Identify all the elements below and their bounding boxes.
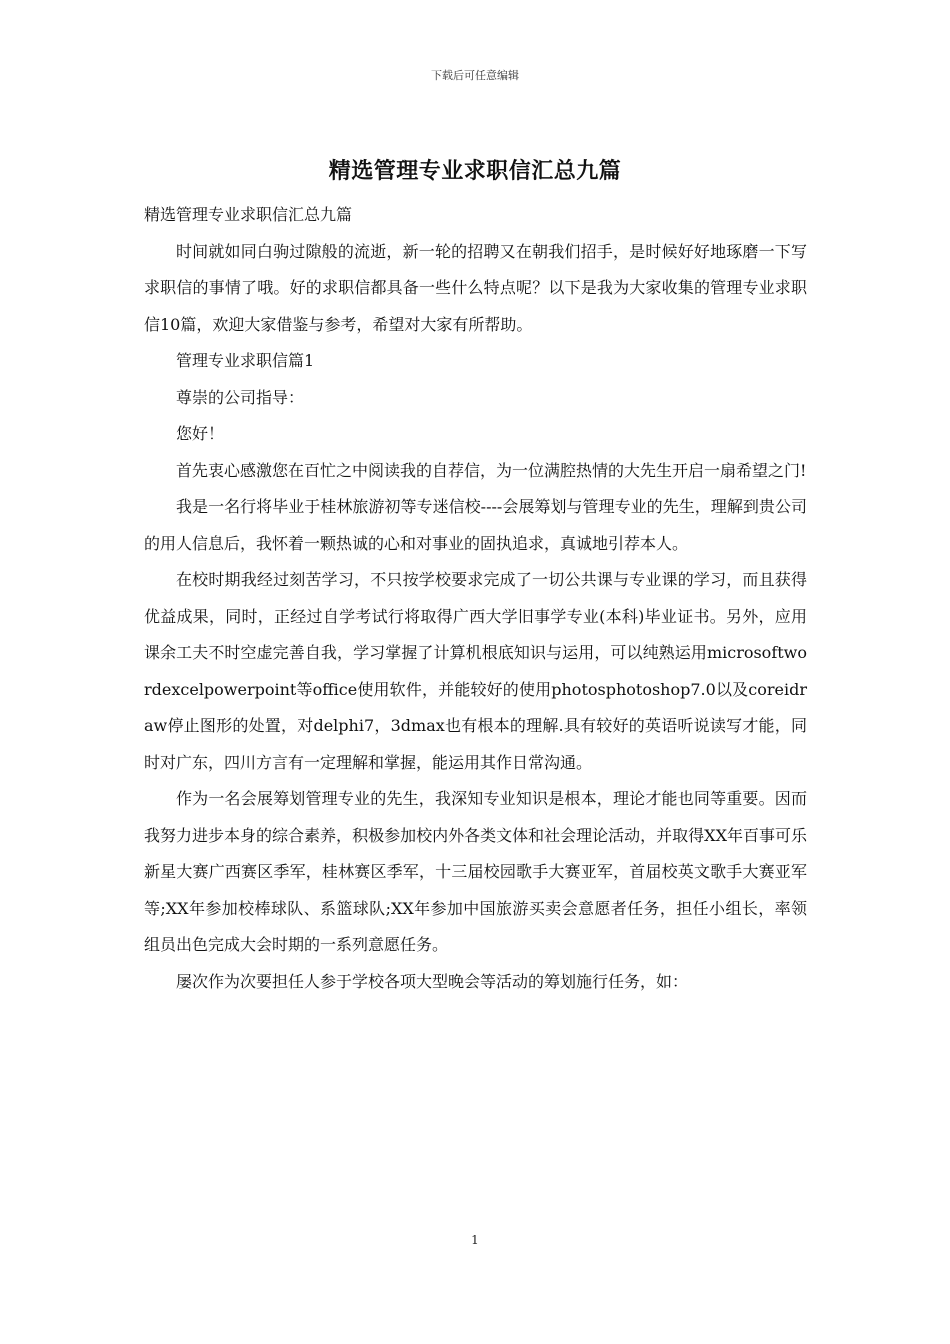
paragraph: 在校时期我经过刻苦学习，不只按学校要求完成了一切公共课与专业课的学习，而且获得优益成果，同时，正经过自学考试行将取得广西大学旧事学专业(本科)毕业证书。另外，应用课余工夫不时空虚完善自我，学习掌握了计算机根底知识与运用，可以纯熟运用microsoftwordexcelpowerpoint等office使用软件，并能较好的使用photosphotoshop7.0以及coreidraw停止图形的处置，对delphi7，3dmax也有根本的理解.具有较好的英语听说读写才能，同时对广东，四川方言有一定理解和掌握，能运用其作日常沟通。: [144, 570, 807, 772]
document-title: 精选管理专业求职信汇总九篇: [328, 158, 622, 184]
header-note: 下载后可任意编辑: [431, 69, 519, 82]
paragraph: 我是一名行将毕业于桂林旅游初等专迷信校----会展筹划与管理专业的先生，理解到贵公司的用人信息后，我怀着一颗热诚的心和对事业的固执追求，真诚地引荐本人。: [144, 497, 807, 553]
document-body: [144, 197, 807, 1000]
paragraph: 管理专业求职信篇1: [176, 351, 315, 370]
paragraph: 精选管理专业求职信汇总九篇: [144, 205, 353, 224]
page-number: 1: [471, 1233, 479, 1247]
paragraph: 尊崇的公司指导：: [176, 387, 305, 407]
paragraph: 作为一名会展筹划管理专业的先生，我深知专业知识是根本，理论才能也同等重要。因而我努力进步本身的综合素养，积极参加校内外各类文体和社会理论活动，并取得XX年百事可乐新星大赛广西赛区季军，桂林赛区季军，十三届校园歌手大赛亚军，首届校英文歌手大赛亚军等;XX年参加校棒球队、系篮球队;XX年参加中国旅游买卖会意愿者任务，担任小组长，率领组员出色完成大会时期的一系列意愿任务。: [144, 789, 807, 954]
paragraph: 时间就如同白驹过隙般的流逝，新一轮的招聘又在朝我们招手，是时候好好地琢磨一下写求职信的事情了哦。好的求职信都具备一些什么特点呢？以下是我为大家收集的管理专业求职信10篇，欢迎大家借鉴与参考，希望对大家有所帮助。: [144, 241, 807, 334]
paragraph: 您好！: [176, 424, 225, 443]
paragraph: 首先衷心感激您在百忙之中阅读我的自荐信，为一位满腔热情的大先生开启一扇希望之门!: [176, 460, 807, 480]
paragraph: 屡次作为次要担任人参于学校各项大型晚会等活动的筹划施行任务，如：: [176, 971, 689, 991]
